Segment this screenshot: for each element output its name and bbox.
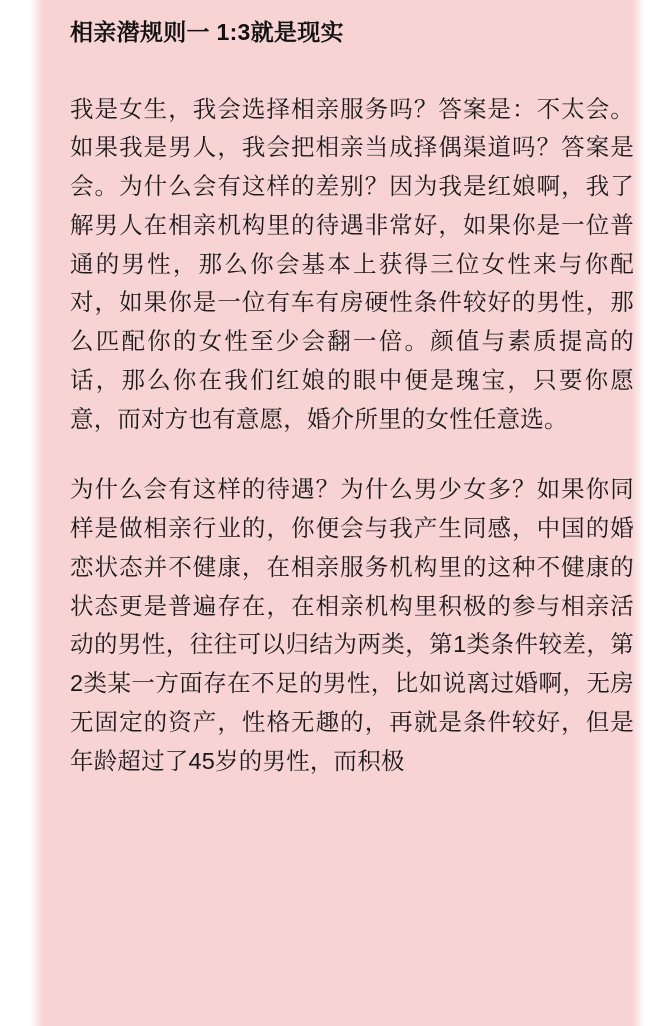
article-paragraph-1: 我是女生，我会选择相亲服务吗？答案是：不太会。如果我是男人，我会把相亲当成择偶渠道吗？答案是会。为什么会有这样的差别？因为我是红娘啊，我了解男人在相亲机构里的待遇非常好，如果你是一位普通的男性，那么你会基本上获得三位女性来与你配对，如果你是一位有车有房硬性条件较好的男性，那么匹配你的女性至少会翻一倍。颜值与素质提高的话，那么你在我们红娘的眼中便是瑰宝，只要你愿意，而对方也有意愿，婚介所里的女性任意选。	[70, 95, 634, 432]
page-right-margin	[632, 0, 650, 1026]
page-left-margin	[0, 0, 44, 1026]
article-content	[70, 0, 634, 1026]
page-left-margin-fade	[30, 0, 44, 1026]
page-title: 相亲潜规则一 1:3就是现实	[70, 19, 344, 45]
article-paragraph-2: 为什么会有这样的待遇？为什么男少女多？如果你同样是做相亲行业的，你便会与我产生同感，中国的婚恋状态并不健康，在相亲服务机构里的这种不健康的状态更是普遍存在，在相亲机构里积极的参与相亲活动的男性，往往可以归结为两类，第1类条件较差，第2类某一方面存在不足的男性，比如说离过婚啊，无房无固定的资产，性格无趣的，再就是条件较好，但是年龄超过了45岁的男性，而积极	[70, 476, 634, 774]
